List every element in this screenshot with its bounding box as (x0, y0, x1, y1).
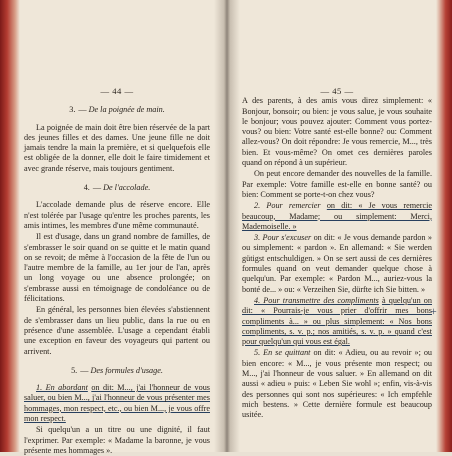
left-page (24, 0, 210, 455)
item-text: on dit: « Je vous remercie beaucoup, Madame; ou simplement: Merci, Mademoiselle. » (242, 201, 432, 231)
paragraph: A des parents, à des amis vous direz simplement: « Bonjour, bonsoir; ou bien: je vous salue, je vous souhaite le bonjour; vous pouvez ajouter: Comment vous portez-vous? ou bien: Votre santé est-elle bonne? ou: Comment allez-vous? On doit répondre: Je vous remercie, M..., très bien. Et vous-même? On omet ces dernières paroles quand on répond à un supérieur. (242, 96, 432, 168)
section-number: 3. (69, 105, 76, 115)
item-text: on dit: « Adieu, ou au revoir »; ou bien encore: « M..., je vous présente mon respect; ou M..., j'ai l'honneur de vous saluer. » En allemand on dit aussi « adieu » puis: « Leben Sie wohl »; enfin, vis-à-vis des personnes qui sont nos supérieures: « Ich empfehle mich bestens. » Cette dernière formule est beaucoup usitée. (242, 348, 433, 420)
item-label: 4. Pour transmettre des compliments (254, 295, 379, 305)
item-label: 3. Pour s'excuser (254, 233, 312, 243)
section-title: De l'accolade. (103, 183, 151, 193)
right-page (242, 0, 432, 452)
section-number: 5. (71, 365, 78, 375)
page-number: — 45 — (320, 86, 354, 96)
section-heading: 5. — Des formules d'usage. (71, 365, 163, 375)
right-book-cover-edge (436, 0, 452, 452)
pencil-cross-mark-icon: + (430, 304, 437, 318)
list-item (24, 383, 210, 424)
paragraph: Il est d'usage, dans un grand nombre de familles, de s'embrasser le soir quand on se quitte et le matin quand on se revoit; de même à l'occasion de la fête de l'un ou l'autre membre de la famille, au 1er jour de l'an, après un long voyage ou une absence prolongée; on s'embrasse aussi en témoignage de condoléance ou de félicitations. (24, 232, 210, 304)
list-item (242, 296, 432, 347)
section-title: Des formules d'usage. (90, 365, 163, 375)
list-item (242, 233, 432, 295)
item-text: on dit: « Je vous demande pardon » ou simplement: « pardon ». En allemand: « Sie werden gütigst entschuldigen. » On se sert aussi de ces dernières formules quand on veut demander quelque chose à quelqu'un. Par exemple: « Pardon M..., auriez-vous la bonté de... » ou: « Verzeihen Sie, dürfte ich Sie bitten. » (242, 233, 432, 294)
paragraph: L'accolade demande plus de réserve encore. Elle n'est tolérée par l'usage qu'entre les proches parents, les amis intimes, les membres d'une même communauté. (24, 200, 210, 230)
list-item (242, 348, 432, 420)
section-number: 4. (83, 183, 90, 193)
section-heading: 4. — De l'accolade. (83, 183, 151, 193)
paragraph: La poignée de main doit être bien réservée de la part des jeunes filles et des dames. Une jeune fille ne doit jamais tendre la main la première, et si quelquefois elle est obligée de la donner, elle doit le faire timidement et avec grande réserve, mais toujours gentiment. (24, 122, 210, 173)
section-title: De la poignée de main. (88, 105, 165, 115)
paragraph: On peut encore demander des nouvelles de la famille. Par exemple: Votre famille est-elle en bonne santé? ou bien: Comment se porte-t-on chez vous? (242, 169, 432, 199)
item-label: 1. En abordant (36, 383, 88, 393)
section-heading: 3. — De la poignée de main. (69, 105, 165, 115)
item-label: 5. En se quittant (254, 348, 311, 358)
item-text: à quelqu'un on dit: « Pourrais-je vous prier d'offrir mes bons compliments à... » ou plus simplement: « Nos bons compliments, s. v. p.; nos amitiés, s. v. p. » quand c'est pour quelqu'un qui vous est égal. (242, 295, 432, 347)
book-gutter (214, 0, 240, 452)
paragraph: En général, les personnes bien élevées s'abstiennent de s'embrasser dans un lieu public, dans la rue ou en présence d'une assemblée. L'usage a cependant établi une exception en faveur des voyageurs qui partent ou arrivent. (24, 305, 210, 356)
item-text: on dit: M..., j'ai l'honneur de vous saluer, ou bien M..., j'ai l'honneur de vous présenter mes hommages, mon respect, etc., ou bien M..., je vous offre mon respect. (24, 383, 210, 424)
page-number: — 44 — (100, 86, 134, 96)
list-item (242, 201, 432, 232)
item-label: 2. Pour remercier (254, 201, 321, 211)
left-book-cover-edge (0, 0, 20, 452)
paragraph: Si quelqu'un a un titre ou une dignité, il faut l'exprimer. Par exemple: « Madame la baronne, je vous présente mes hommages ». (24, 425, 210, 455)
